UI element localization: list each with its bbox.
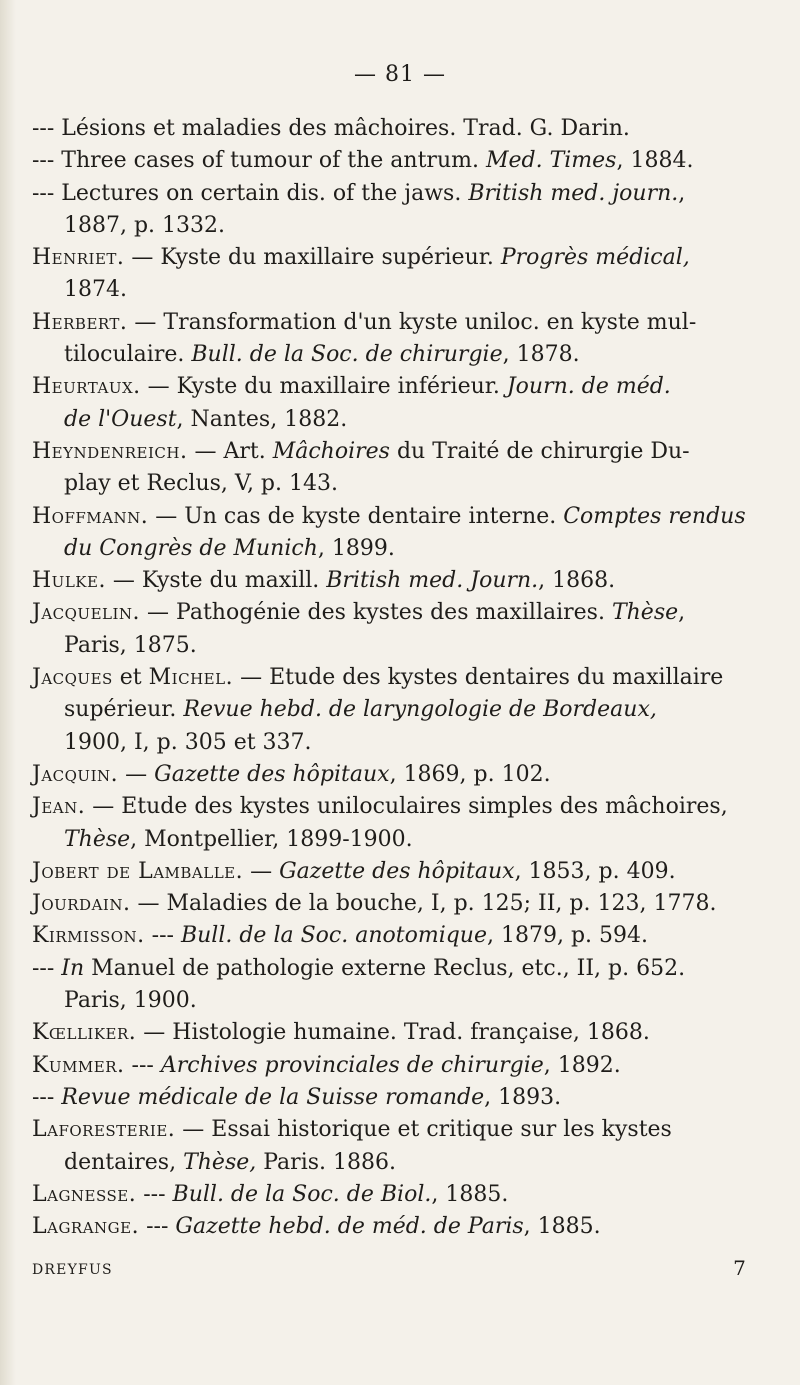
page-footer [32, 1256, 747, 1280]
entry-text: , 1868. [538, 568, 616, 594]
entry-text: — Un cas de kyste dentaire interne. [148, 503, 564, 529]
bibliography-entry [32, 436, 772, 501]
author-name: Kummer. [32, 1052, 125, 1078]
entry-text: — Pathogénie des kystes des maxillaires. [140, 600, 612, 626]
entry-text: --- [139, 1214, 176, 1240]
bibliography-entry [32, 856, 772, 888]
author-name: Jean. [32, 794, 86, 820]
entry-continuation-line [32, 210, 772, 242]
author-name: Hulke. [32, 568, 106, 594]
bibliography-entry [32, 145, 772, 177]
entry-continuation-line [32, 727, 772, 759]
publication-title: British med. journ. [468, 180, 679, 206]
entry-text: play et Reclus, V, p. 143. [64, 471, 338, 497]
entry-line [32, 1017, 772, 1049]
author-name: Heurtaux. [32, 374, 141, 400]
page-number: — 81 — [354, 62, 446, 87]
entry-line [32, 436, 772, 468]
bibliography-entry [32, 1082, 772, 1114]
entry-text: — Maladies de la bouche, I, p. 125; II, p. 123, 1778. [130, 891, 717, 917]
entry-line [32, 242, 772, 274]
entry-text: , 1885. [431, 1181, 509, 1207]
publication-title: British med. Journ. [326, 568, 539, 594]
entry-text: — [118, 761, 155, 787]
publication-title: Bull. de la Soc. de Biol. [172, 1181, 432, 1207]
bibliography-entry [32, 565, 772, 597]
entry-text: — Kyste du maxillaire supérieur. [124, 245, 501, 271]
author-name: Lagrange. [32, 1214, 140, 1240]
entry-text: — Etude des kystes uniloculaires simples des mâchoires, [85, 794, 728, 820]
entry-line [32, 113, 772, 145]
entry-text: — Histologie humaine. Trad. française, 1868. [136, 1020, 650, 1046]
entry-line [32, 178, 772, 210]
publication-title: Progrès médical, [500, 245, 690, 271]
entry-text: --- [124, 1052, 161, 1078]
entry-line [32, 856, 772, 888]
publication-title: In [61, 955, 85, 981]
entry-continuation-line [32, 468, 772, 500]
entry-line [32, 920, 772, 952]
entry-text: — Etude des kystes dentaires du maxillaire [233, 665, 724, 691]
entry-line [32, 1114, 772, 1146]
entry-line [32, 565, 772, 597]
author-name: Jobert de Lamballe. [32, 858, 244, 884]
entry-text: du Traité de chirurgie Du- [389, 438, 690, 464]
entry-text: 1874. [64, 277, 127, 303]
publication-title: Journ. de méd. [506, 374, 671, 400]
entry-line [32, 597, 772, 629]
author-name: Jacquin. [32, 761, 119, 787]
author-name: Herbert. [32, 309, 128, 335]
publication-title: Revue médicale de la Suisse romande [61, 1084, 485, 1110]
entry-text: — Transformation d'un kyste uniloc. en kyste mul- [127, 309, 697, 335]
entry-text: — [243, 858, 280, 884]
entry-text: --- [32, 955, 62, 981]
bibliography-entry [32, 597, 772, 662]
entry-continuation-line [32, 824, 772, 856]
bibliography-entry [32, 242, 772, 307]
publication-title: Med. Times [485, 148, 617, 174]
publication-title: Gazette des hôpitaux [154, 761, 390, 787]
bibliography-entry [32, 113, 772, 145]
entry-text: --- Three cases of tumour of the antrum. [32, 148, 486, 174]
entry-text: --- Lectures on certain dis. of the jaws. [32, 180, 469, 206]
bibliography-entry [32, 759, 772, 791]
entry-text: , 1885. [523, 1214, 601, 1240]
entry-text: et [112, 665, 149, 691]
bibliography-entry [32, 307, 772, 372]
entry-line [32, 791, 772, 823]
entry-line [32, 501, 772, 533]
publication-title: Gazette des hôpitaux [279, 858, 515, 884]
entry-text: Manuel de pathologie externe Reclus, etc., II, p. 652. [84, 955, 686, 981]
entry-text: Paris. 1886. [256, 1149, 396, 1175]
entry-line [32, 307, 772, 339]
entry-continuation-line [32, 985, 772, 1017]
entry-line [32, 1082, 772, 1114]
entry-text: , 1892. [543, 1052, 621, 1078]
signature-mark: 7 [733, 1256, 747, 1280]
author-name: Jacquelin. [32, 600, 141, 626]
bibliography-entry [32, 371, 772, 436]
entry-line [32, 1179, 772, 1211]
entry-text: Paris, 1900. [64, 988, 197, 1014]
entry-text: , 1853, p. 409. [514, 858, 676, 884]
author-name: Heyndenreich. [32, 438, 188, 464]
entry-text: 1900, I, p. 305 et 337. [64, 729, 312, 755]
publication-title: de l'Ouest [64, 406, 177, 432]
bibliography-entry [32, 953, 772, 1018]
publication-title: Mâchoires [272, 438, 390, 464]
entry-text: , 1893. [484, 1084, 562, 1110]
author-name: Jacques [32, 665, 113, 691]
author-name: Lagnesse. [32, 1181, 137, 1207]
entry-text: , [678, 600, 686, 626]
bibliography-entry [32, 1114, 772, 1179]
publication-title: Gazette hebd. de méd. de Paris [175, 1214, 524, 1240]
bibliography-entry [32, 662, 772, 759]
entry-continuation-line [32, 404, 772, 436]
entry-continuation-line [32, 339, 772, 371]
entry-text: , 1869, p. 102. [389, 761, 551, 787]
bibliography-entry [32, 791, 772, 856]
printer-signature: DREYFUS [32, 1262, 113, 1278]
bibliography-entry [32, 178, 772, 243]
entry-text: dentaires, [64, 1149, 184, 1175]
bibliography-list [32, 113, 772, 1243]
entry-text: — Art. [187, 438, 273, 464]
entry-line [32, 1211, 772, 1243]
entry-continuation-line [32, 1147, 772, 1179]
entry-line [32, 953, 772, 985]
entry-text: , Nantes, 1882. [176, 406, 348, 432]
author-name: Michel. [148, 665, 234, 691]
author-name: Kirmisson. [32, 923, 145, 949]
publication-title: Bull. de la Soc. anotomique [180, 923, 487, 949]
entry-text: , 1884. [616, 148, 694, 174]
bibliography-entry [32, 1211, 772, 1243]
bibliography-entry [32, 1050, 772, 1082]
entry-continuation-line [32, 630, 772, 662]
entry-text: , 1879, p. 594. [487, 923, 649, 949]
entry-text: supérieur. [64, 697, 184, 723]
entry-text: — Kyste du maxillaire inférieur. [140, 374, 507, 400]
entry-text: 1887, p. 1332. [64, 212, 226, 238]
entry-line [32, 145, 772, 177]
publication-title: Revue hebd. de laryngologie de Bordeaux, [183, 697, 657, 723]
entry-continuation-line [32, 533, 772, 565]
entry-text: tiloculaire. [64, 342, 192, 368]
entry-text: --- [136, 1181, 173, 1207]
author-name: Henriet. [32, 245, 125, 271]
publication-title: Thèse [611, 600, 679, 626]
entry-text: — Essai historique et critique sur les kystes [175, 1117, 672, 1143]
author-name: Jourdain. [32, 891, 131, 917]
entry-text: , 1899. [317, 535, 395, 561]
bibliography-entry [32, 1017, 772, 1049]
entry-text: , 1878. [502, 342, 580, 368]
entry-line [32, 1050, 772, 1082]
binding-edge [0, 0, 16, 1385]
entry-text: , [678, 180, 686, 206]
entry-text: — Kyste du maxill. [105, 568, 327, 594]
publication-title: Bull. de la Soc. de chirurgie [191, 342, 503, 368]
publication-title: Comptes rendus [563, 503, 746, 529]
bibliography-entry [32, 888, 772, 920]
entry-text: , Montpellier, 1899-1900. [130, 826, 413, 852]
entry-text: Paris, 1875. [64, 632, 197, 658]
publication-title: Archives provinciales de chirurgie [160, 1052, 544, 1078]
entry-continuation-line [32, 274, 772, 306]
bibliography-entry [32, 1179, 772, 1211]
author-name: Kœlliker. [32, 1020, 137, 1046]
publication-title: du Congrès de Munich [64, 535, 318, 561]
bibliography-entry [32, 920, 772, 952]
author-name: Hoffmann. [32, 503, 149, 529]
entry-text: --- [32, 1084, 62, 1110]
publication-title: Thèse [64, 826, 131, 852]
publication-title: Thèse, [183, 1149, 257, 1175]
bibliography-entry [32, 501, 772, 566]
entry-line [32, 371, 772, 403]
entry-text: --- Lésions et maladies des mâchoires. Trad. G. Darin. [32, 116, 630, 141]
entry-continuation-line [32, 694, 772, 726]
entry-line [32, 888, 772, 920]
entry-line [32, 759, 772, 791]
entry-text: --- [144, 923, 181, 949]
author-name: Laforesterie. [32, 1117, 176, 1143]
entry-line [32, 662, 772, 694]
